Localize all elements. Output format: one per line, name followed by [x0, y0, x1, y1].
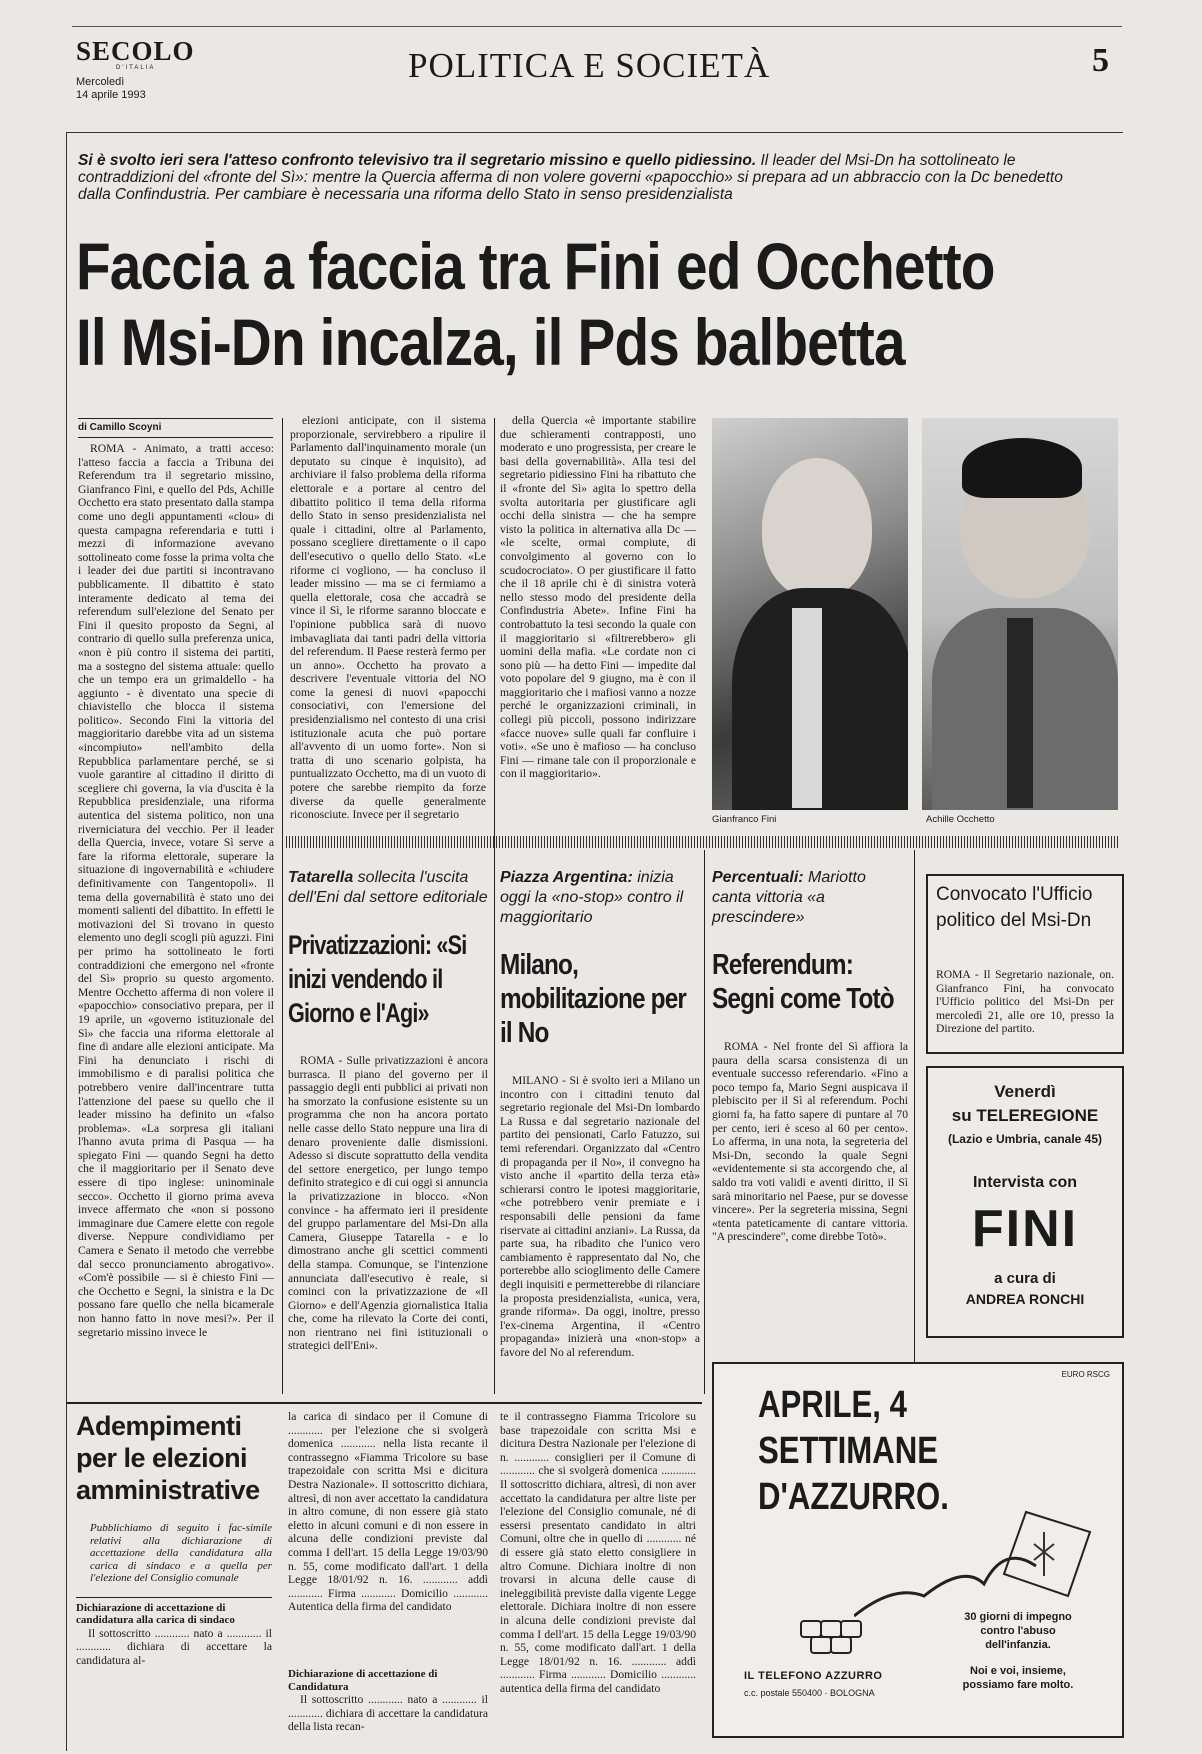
paper-subtitle: D'ITALIA	[116, 65, 156, 71]
issue-day: Mercoledì	[76, 76, 125, 88]
adempimenti-text-1-p: Il sottoscritto ............ nato a ............ il ............ dichiara di accettare la candidatura al-	[76, 1626, 272, 1667]
photo-gianfranco-fini	[712, 418, 908, 810]
paper-name: SECOLO	[76, 36, 195, 66]
adempimenti-title: Adempimenti per le elezioni amministrative	[76, 1411, 260, 1505]
ad-account: c.c. postale 550400 · BOLOGNA	[744, 1688, 875, 1698]
lead-summary-rest: Il leader del Msi-Dn ha sottolineato le contraddizioni del «fronte del Sì»: mentre la Quercia afferma di non volere governi «papocchio» si prepara ad un abbraccio con la Dc benedetto dalla Confindustria. Per cambiare è necessaria una riforma dello Stato in senso presidenzialista	[78, 152, 1063, 203]
story-referendum	[712, 868, 908, 1268]
story-1-headline: Privatizzazioni: «Si inizi vendendo il Giorno e l'Agi»	[288, 930, 467, 1028]
tv-author: ANDREA RONCHI	[965, 1291, 1085, 1307]
caption-fini: Gianfranco Fini	[712, 814, 777, 825]
tv-day: Venerdì	[994, 1082, 1056, 1101]
lead-separator	[286, 836, 1118, 848]
adempimenti-text-1	[76, 1627, 272, 1687]
section-title: POLITICA E SOCIETÀ	[408, 46, 771, 85]
lead-headline-2: Il Msi-Dn incalza, il Pds balbetta	[76, 305, 905, 379]
caption-occhetto: Achille Occhetto	[926, 814, 995, 825]
adempimenti	[76, 1410, 272, 1740]
ad-tagline-1: 30 giorni di impegno contro l'abuso dell'infanzia.	[964, 1611, 1072, 1651]
tv-name: FINI	[971, 1200, 1079, 1258]
adempimenti-col-3-body	[500, 1410, 696, 1736]
lead-summary	[78, 152, 1088, 203]
ad-org: IL TELEFONO AZZURRO	[744, 1670, 883, 1682]
adempimenti-intro: Pubblichiamo di seguito i fac-simile relativi alla dichiarazione di accettazione della candidatura alla carica di sindaco e a quella per l'elezione del Consiglio comunale	[90, 1522, 272, 1584]
adempimenti-col-2	[288, 1410, 488, 1740]
lead-summary-bold: Si è svolto ieri sera l'atteso confronto televisivo tra il segretario missino e quello pidiessino.	[78, 152, 757, 169]
adempimenti-col-2-text: la carica di sindaco per il Comune di ............ per l'elezione che si svolgerà domenica ............ nella lista recante il contrassegno «Fiamma Tricolore su base trapezoidale con scritta Msi e dicitura Destra Nazionale». Il sottoscritto dichiara, altresì, di non aver accettato la candidatura in altro comune, di non essere già stato eletto in alcuni comuni e di non essere in alcuna delle condizioni previste dal comma I dell'art. 15 della Legge 19/03/90 n. 55, come modificato dall'art. 1 della Legge 18/01/92 n. 16. ............ addì ............ Firma ............ Domicilio ............ Autentica della firma del candidato	[288, 1410, 488, 1614]
adempimenti-text-2-p: Il sottoscritto ............ nato a ............ il ............ dichiara di accettare la candidatura della lista recan-	[288, 1693, 488, 1734]
teleregione-box	[926, 1066, 1124, 1338]
story-privatizzazioni	[288, 868, 488, 1398]
tv-by: a cura di	[994, 1270, 1056, 1287]
lead-column-2-text: elezioni anticipate, con il sistema proporzionale, servirebbero a ripulire il Parlamento dall'inquinamento morale (un deputato su cinque è inquisito), ad archiviare il falso problema della riforma elettorale e a portare al centro del dibattito politico il tema della riforma dello Stato in senso presidenzialista nel quale i cittadini, oltre al Parlamento, possano scegliere direttamente o il capo dell'esecutivo o quello dello Stato. «Le riforme ci vogliono, — ha concluso il leader missino — ma se ci fermiamo a quella elettorale, cosa che accadrà se vince il Sì, le riforme saranno bloccate e l'opinione pubblica sarà di nuovo imbavagliata dai tanti padri della vittoria del referendum. Il Paese resterà fermo per un anno». Occhetto ha provato a descrivere l'eventuale vittoria del NO come la genesi di nuovi «papocchi consociativi, con l'emersione del presidenzialismo nel contesto di una crisi istituzionale acuta che può portare all'avvento di un uomo forte». Non si tratta di uno scenario golpista, ha puntualizzato Occhetto, ma di un vuoto di potere che sarebbe riempito da forze diverse da quelle generalmente riconosciute. Invece per il segretario	[290, 414, 486, 822]
story-2-text: MILANO - Si è svolto ieri a Milano un incontro con i cittadini tenuto dal segretario regionale del Msi-Dn lombardo La Russa e dal segretario nazionale del partito dei pensionati, Carlo Fatuzzo, sui temi referendari. Organizzato dal «Centro di propaganda per il No», il convegno ha visto anche il «partito della terza età» schierarsi contro le ipotesi maggioritarie, «che potrebbero venir premiate e i responsabili delle pensioni da fame riservate ai cittadini anziani». La Russa, da parte sua, ha ribadito che l'unico vero cambiamento è rappresentato dal No, che porterebbe allo scioglimento delle Camere degli inquisiti e permetterebbe di rilanciare la proposta presidenzialista, «unica, vera, grande riforma». Da oggi, inoltre, presso l'ex-cinema Argentina, il «Centro propaganda» inizierà una «non-stop» a favore del No al referendum.	[500, 1074, 700, 1359]
story-1-kicker	[288, 868, 488, 908]
adempimenti-col-3-text: te il contrassegno Fiamma Tricolore su base trapezoidale con scritta Msi e dicitura Destra Nazionale per l'elezione di n. ............ consiglieri per il Comune di ............ che si svolgerà domenica ............ Il sottoscritto dichiara, altresì, di non aver accettato la candidatura per altre liste per l'elezione del Consiglio comunale, né di essersi presentato candidato in altri Comuni, oltre che in quello di ............ né di essere già stato eletto consigliere in altro Comune. Dichiara inoltre di non trovarsi in alcuna delle cause di ineleggibilità previste dalla vigente Legge elettorale. Dichiara inoltre di non essere in alcuna delle condizioni previste dal comma I dell'art. 15 della Legge 19/03/90 n. 55, come modificato dall'art. 1 della Legge 18/01/92 n. 16. ............ addì ............ Firma ............ Domicilio ............ autentica della firma del candidato	[500, 1410, 696, 1695]
convocato-title: Convocato l'Ufficio politico del Msi-Dn	[936, 884, 1093, 931]
tv-region: (Lazio e Umbria, canale 45)	[947, 1132, 1103, 1146]
adempimenti-subhead-1: Dichiarazione di accettazione di candidatura alla carica di sindaco	[76, 1601, 235, 1626]
page-number: 5	[1092, 42, 1109, 79]
issue-date: 14 aprile 1993	[76, 89, 146, 101]
story-2-kicker	[500, 868, 700, 928]
story-2-kicker-bold: Piazza Argentina:	[500, 869, 633, 886]
story-3-kicker-rest: Mariotto canta vittoria «a prescindere»	[712, 869, 866, 926]
story-3-kicker-bold: Percentuali:	[712, 869, 804, 886]
photo-achille-occhetto	[922, 418, 1118, 810]
lead-column-2	[290, 414, 486, 838]
lead-column-3	[500, 414, 696, 826]
story-3-text: ROMA - Nel fronte del Sì affiora la paura della scarsa consistenza di un eventuale successo referendario. «Fino a poco tempo fa, Mario Segni auspicava il plebiscito per il Sì al referendum. Pochi giorni fa, ha fatto sapere di puntare al 70 per cento, ieri è sceso al 60 per cento». Lo afferma, in una nota, la segreteria del Msi-Dn, secondo la quale Segni «evidentemente si sta accorgendo che, al saldo tra voti validi e aventi diritto, il Sì sarà minoritario nel Paese, pur se dovesse vincere». Per la segreteria missina, Segni «tenta pateticamente di cantare vittoria. "A prescindere", come direbbe Totò».	[712, 1040, 908, 1244]
byline: di Camillo Scoyni	[78, 422, 162, 433]
convocato-body	[936, 968, 1114, 1050]
telefono-azzurro-ad	[712, 1362, 1124, 1738]
kite-illustration	[854, 1504, 1104, 1624]
tv-channel: su TELEREGIONE	[951, 1106, 1099, 1125]
convocato-text: ROMA - Il Segretario nazionale, on. Gianfranco Fini, ha convocato l'Ufficio politico del Msi-Dn per mercoledì 21, alle ore 10, presso la Direzione del partito.	[936, 968, 1114, 1036]
adempimenti-subhead-2: Dichiarazione di accettazione di Candidatura	[288, 1668, 438, 1693]
lead-column-1	[78, 442, 274, 1392]
story-2-headline: Milano, mobilitazione per il No	[500, 949, 687, 1049]
lead-headline-1: Faccia a faccia tra Fini ed Occhetto	[76, 229, 995, 303]
adempimenti-text-2	[288, 1693, 488, 1745]
lead-column-3-text: della Quercia «è importante stabilire due schieramenti contrapposti, uno moderato e uno progressista, per creare le basi della governabilità». Alla tesi del segretario pidiessino Fini ha ribattuto che il «fronte del Sì» agita lo spettro della svolta autoritaria per giustificare agli occhi della sinistra — che ha sempre visto la politica in alternativa alla Dc — «le scelte, ormai compiute, di convolgimento al governo con lo scudocrociato». O per giustificare il fatto che il 18 aprile chi è di sinistra voterà nello stesso modo del presidente della Confindustria Abete». Infine Fini ha controbattuto la tesi secondo la quale con il maggioritario si «filtrerebbero» gli uomini della mafia. «Le cordate non ci sono più — ha detto Fini — impedite dal voto popolare del 9 giugno, ma è con il maggioritario che i mafiosi vanno a nozze perché le organizzazioni criminali, in collegi più piccoli, possono indirizzare «facce nuove» sulle quali far confluire i voti». «Se uno è mafioso — ha concluso Fini — rimane tale con il proporzionale e con il maggioritario».	[500, 414, 696, 781]
adempimenti-col-2-body	[288, 1410, 488, 1662]
story-1-body	[288, 1054, 488, 1376]
story-milano	[500, 868, 700, 1398]
story-1-kicker-bold: Tatarella	[288, 869, 354, 886]
ad-agency: EURO RSCG	[1061, 1370, 1110, 1379]
story-1-kicker-rest: sollecita l'uscita dell'Eni dal settore editoriale	[288, 869, 488, 906]
adempimenti-col-3	[500, 1410, 696, 1740]
telefono-azzurro-logo	[800, 1620, 860, 1652]
story-2-body	[500, 1074, 700, 1396]
story-2-kicker-rest: inizia oggi la «no-stop» contro il maggioritario	[500, 869, 684, 926]
story-3-kicker	[712, 868, 908, 928]
ad-headline: APRILE, 4 SETTIMANE D'AZZURRO.	[758, 1384, 949, 1518]
story-3-body	[712, 1040, 908, 1290]
convocato-box	[926, 874, 1124, 1054]
lead-column-1-text: ROMA - Animato, a tratti acceso: l'atteso faccia a faccia a Tribuna dei Referendum tra il segretario missino, Gianfranco Fini, e quello del Pds, Achille Occhetto era stato presentato dalla stampa come uno degli appuntamenti «clou» di questa campagna referendaria e tutti i mezzi di informazione avevano sottolineato come fosse la prima volta che i leader dei due partiti si incontravano pubblicamente. Il dibattito è stato interamente dedicato al tema dei referendum sull'elezione del Senato per Fini il quesito proposto da Segni, al contrario di quello sulla preferenza unica, «non è più contro il sistema dei partiti, ma a sostegno del sistema attuale: quello che un tempo era un grimaldello - ha aggiunto - è diventato una specie di chiavistello che blocca il sistema politico». Secondo Fini la vittoria del maggioritario darebbe vita ad un sistema «incompiuto» nell'ambito della Repubblica parlamentare perché, se si vuole garantire al cittadino il diritto di scegliere chi governa, la via d'uscita è la Repubblica presidenziale, una riforma autentica del sistema politico, non una riverniciatura del vecchio. Per il leader della Quercia, invece, votare Sì serve a fare la riforma elettorale, superare la situazione di ingovernabilità e «chiudere definitivamente con Tangentopoli». Il tema della governabilità è stato uno dei momenti salienti del dibattito. In effetti le motivazioni del Sì trovano in questo elemento uno degli scogli più aguzzi. Fini per primo ha sottolineato le forti contraddizioni che emergono nel «fronte del Sì» proprio su questo argomento. Mentre Occhetto afferma di non volere il «papocchio» consociativo prepara, per il 19 aprile, un «governo istituzionale del Sì» che faccia una riforma elettorale al fine di andare alle elezioni anticipate. Ma Fini ha denunciato i rischi di immobilismo e di paralisi politica che potrebbero venire dall'incentrare tutta l'attenzione del paese su quello che il leader missino ha definito un «falso problema». «La sorpresa gli italiani l'hanno avuta prima di Pasqua — ha spiegato Fini — quando Segni ha detto che il maggioritario per il Senato deve essere di tipo inglese: uninominale secco». Occhetto il giorno prima aveva invece affermato che «non si possono immaginare due Camere elette con regole diverse. Neppure condividiamo per Camera e Senato il metodo che verrebbe dal secco pronunciamento abrogativo». «Com'è possibile — si è chiesto Fini — che Occhetto e Segni, la sinistra e la Dc possano fare quello che nella bicamerale non hanno fatto in nove mesi?». Per il segretario missino invece le	[78, 442, 274, 1339]
ad-tagline-2: Noi e voi, insieme, possiamo fare molto.	[962, 1665, 1074, 1691]
masthead	[76, 36, 1116, 106]
tv-interview: Intervista con	[972, 1174, 1078, 1191]
story-1-text: ROMA - Sulle privatizzazioni è ancora burrasca. Il piano del governo per il passaggio degli enti pubblici ai privati non ha smorzato la confusione esistente su un programma che non ha ancora portato nelle casse dello Stato neppure una lira di denaro proveniente dalle dismissioni. Adesso si discute soprattutto della vendita del settore energetico, per lungo tempo definito strategico e di cui oggi si annuncia la privatizzazione in blocco. «Non convince - ha affermato ieri il presidente del gruppo parlamentare del Msi-Dn alla Camera, Giuseppe Tatarella - e lo dimostrano anche gli scettici commenti della stampa. Comunque, se l'intenzione annunciata dall'esecutivo è reale, si cominci con la privatizzazione de «Il Giorno» e dell'Agenzia giornalistica Italia che, come ha rilevato la Corte dei conti, non rientrano nei fini istituzionali o strategici dell'Eni».	[288, 1054, 488, 1353]
story-3-headline: Referendum: Segni come Totò	[712, 949, 894, 1015]
